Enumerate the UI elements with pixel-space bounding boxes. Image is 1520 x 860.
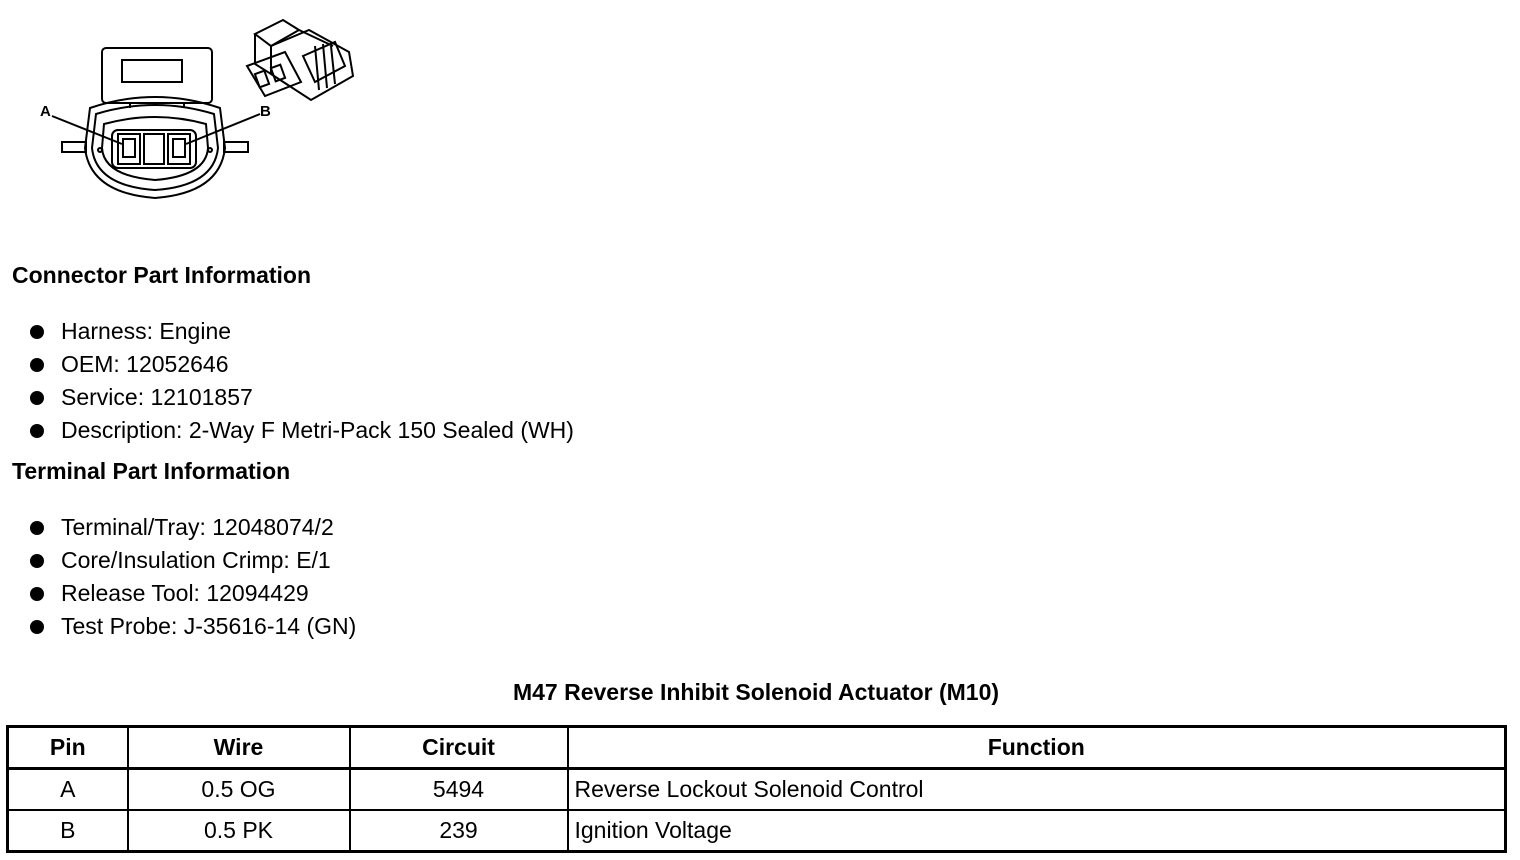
column-header-pin: Pin: [8, 727, 128, 769]
list-item-text: Terminal/Tray: 12048074/2: [61, 514, 334, 540]
table-row: [8, 810, 1506, 852]
cell-pin: B: [8, 810, 128, 852]
cell-circuit: 5494: [350, 769, 568, 811]
list-item: [28, 577, 356, 610]
table-title: M47 Reverse Inhibit Solenoid Actuator (M10): [512, 679, 1000, 705]
terminal-part-list: [28, 511, 356, 643]
cell-function: Ignition Voltage: [568, 810, 1506, 852]
bullet-icon: [30, 391, 44, 405]
list-item-text: Description: 2-Way F Metri-Pack 150 Sealed (WH): [61, 417, 574, 443]
cell-wire: 0.5 OG: [128, 769, 350, 811]
list-item: [28, 315, 574, 348]
column-header-wire: Wire: [128, 727, 350, 769]
bullet-icon: [30, 358, 44, 372]
list-item: [28, 544, 356, 577]
list-item: [28, 348, 574, 381]
table-header-row: [8, 727, 1506, 769]
connector-part-list: [28, 315, 574, 447]
bullet-icon: [30, 325, 44, 339]
list-item: [28, 414, 574, 447]
list-item-text: Test Probe: J-35616-14 (GN): [61, 613, 357, 639]
list-item: [28, 511, 356, 544]
cell-circuit: 239: [350, 810, 568, 852]
connector-front-view: [52, 48, 260, 198]
pin-label-b: B: [260, 103, 271, 120]
pin-label-a: A: [40, 103, 51, 120]
column-header-circuit: Circuit: [350, 727, 568, 769]
cell-function: Reverse Lockout Solenoid Control: [568, 769, 1506, 811]
cell-pin: A: [8, 769, 128, 811]
list-item-text: OEM: 12052646: [61, 351, 229, 377]
bullet-icon: [30, 424, 44, 438]
cell-wire: 0.5 PK: [128, 810, 350, 852]
bullet-icon: [30, 587, 44, 601]
connector-illustration: [30, 8, 370, 208]
connector-part-heading: Connector Part Information: [12, 262, 312, 288]
list-item-text: Core/Insulation Crimp: E/1: [61, 547, 331, 573]
list-item-text: Harness: Engine: [61, 318, 232, 344]
list-item-text: Release Tool: 12094429: [61, 580, 309, 606]
bullet-icon: [30, 620, 44, 634]
column-header-function: Function: [568, 727, 1506, 769]
list-item: [28, 381, 574, 414]
connector-iso-view: [247, 20, 353, 100]
list-item: [28, 610, 356, 643]
bullet-icon: [30, 521, 44, 535]
terminal-part-heading: Terminal Part Information: [12, 458, 291, 484]
table-row: [8, 769, 1506, 811]
pinout-table: [6, 725, 1507, 853]
list-item-text: Service: 12101857: [61, 384, 253, 410]
bullet-icon: [30, 554, 44, 568]
